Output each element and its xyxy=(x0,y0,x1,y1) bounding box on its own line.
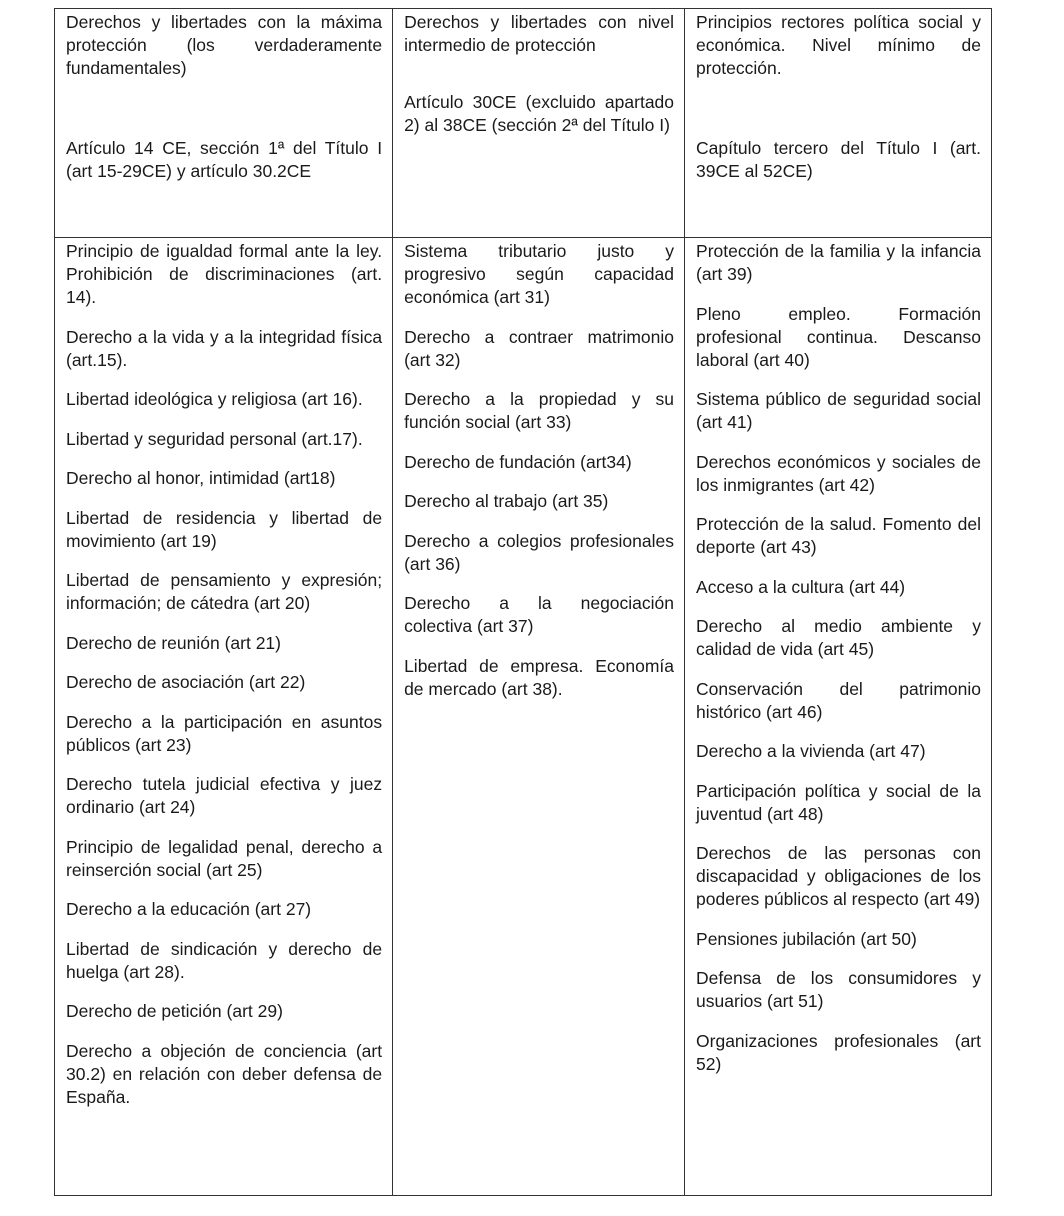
list-item: Derecho a la negociación colectiva (art 37) xyxy=(404,593,675,636)
rights-list-row xyxy=(55,238,992,1196)
column-heading: Principios rectores política social y económica. Nivel mínimo de protección. xyxy=(696,12,981,78)
list-item: Derecho a objeción de conciencia (art 30.2) en relación con deber defensa de España. xyxy=(66,1040,383,1107)
list-item: Derechos de las personas con discapacidad y obligaciones de los poderes públicos al respecto (art 49) xyxy=(696,843,981,909)
list-item: Derecho de petición (art 29) xyxy=(66,1001,283,1021)
column-heading: Derechos y libertades con la máxima protección (los verdaderamente fundamentales) xyxy=(66,12,383,78)
header-cell-principios-rectores xyxy=(685,9,992,238)
list-item: Libertad ideológica y religiosa (art 16). xyxy=(66,389,363,409)
list-item: Libertad y seguridad personal (art.17). xyxy=(66,428,363,449)
list-item: Principio de igualdad formal ante la ley. Prohibición de discriminaciones (art. 14). xyxy=(66,241,383,307)
list-item: Protección de la familia y la infancia (art 39) xyxy=(696,241,981,284)
list-item: Derecho a la participación en asuntos públicos (art 23) xyxy=(66,711,383,755)
list-item: Sistema tributario justo y progresivo según capacidad económica (art 31) xyxy=(404,241,675,307)
list-item: Libertad de sindicación y derecho de huelga (art 28). xyxy=(66,938,383,982)
list-item: Libertad de residencia y libertad de movimiento (art 19) xyxy=(66,507,383,551)
header-cell-nivel-intermedio xyxy=(393,9,685,238)
list-item: Derecho de fundación (art34) xyxy=(404,451,632,472)
list-item: Derecho a contraer matrimonio (art 32) xyxy=(404,326,675,370)
header-row xyxy=(55,9,992,238)
list-item: Pensiones jubilación (art 50) xyxy=(696,928,917,949)
list-item: Derecho tutela judicial efectiva y juez ordinario (art 24) xyxy=(66,774,383,817)
list-item: Derechos económicos y sociales de los inmigrantes (art 42) xyxy=(696,451,981,495)
list-item: Conservación del patrimonio histórico (art 46) xyxy=(696,678,981,722)
list-item: Pleno empleo. Formación profesional continua. Descanso laboral (art 40) xyxy=(696,303,981,370)
list-item: Derecho al trabajo (art 35) xyxy=(404,491,609,511)
list-item: Derecho a la vivienda (art 47) xyxy=(696,741,926,761)
list-item: Derecho a colegios profesionales (art 36) xyxy=(404,530,675,574)
list-item: Derecho de reunión (art 21) xyxy=(66,632,281,653)
list-item: Derecho al honor, intimidad (art18) xyxy=(66,468,336,488)
rights-classification-table xyxy=(54,8,992,1196)
list-item: Organizaciones profesionales (art 52) xyxy=(696,1030,981,1074)
article-scope: Capítulo tercero del Título I (art. 39CE al 52CE) xyxy=(696,138,981,181)
principios-rectores-list xyxy=(685,238,992,1196)
list-item: Principio de legalidad penal, derecho a reinserción social (art 25) xyxy=(66,836,383,880)
list-item: Libertad de empresa. Economía de mercado (art 38). xyxy=(404,655,675,699)
list-item: Derecho a la propiedad y su función social (art 33) xyxy=(404,389,675,432)
column-heading: Derechos y libertades con nivel intermedio de protección xyxy=(404,12,675,55)
article-scope: Artículo 30CE (excluido apartado 2) al 38CE (sección 2ª del Título I) xyxy=(404,92,675,135)
list-item: Libertad de pensamiento y expresión; información; de cátedra (art 20) xyxy=(66,570,383,613)
list-item: Sistema público de seguridad social (art 41) xyxy=(696,389,981,432)
list-item: Derecho de asociación (art 22) xyxy=(66,672,306,692)
list-item: Acceso a la cultura (art 44) xyxy=(696,576,906,597)
maxima-proteccion-list xyxy=(55,238,393,1196)
list-item: Defensa de los consumidores y usuarios (art 51) xyxy=(696,968,981,1011)
nivel-intermedio-list xyxy=(393,238,685,1196)
header-cell-maxima-proteccion xyxy=(55,9,393,238)
article-scope: Artículo 14 CE, sección 1ª del Título I (art 15-29CE) y artículo 30.2CE xyxy=(66,138,383,181)
list-item: Derecho a la vida y a la integridad física (art.15). xyxy=(66,326,383,370)
list-item: Derecho a la educación (art 27) xyxy=(66,899,312,919)
list-item: Participación política y social de la juventud (art 48) xyxy=(696,780,981,824)
list-item: Protección de la salud. Fomento del deporte (art 43) xyxy=(696,514,981,557)
list-item: Derecho al medio ambiente y calidad de vida (art 45) xyxy=(696,616,981,659)
